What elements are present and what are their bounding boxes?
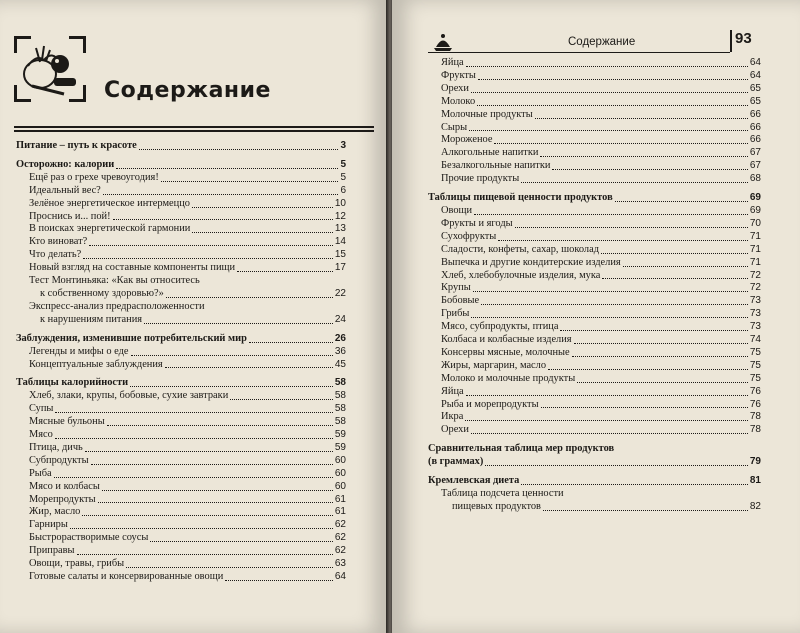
toc-entry bbox=[428, 373, 761, 386]
toc-entry-title: Прочие продукты bbox=[441, 173, 520, 185]
toc-entry-title: Выпечка и другие кондитерские изделия bbox=[441, 256, 621, 268]
toc-entry-title: Зелёное энергетическое интермеццо bbox=[29, 197, 190, 209]
right-toc bbox=[428, 57, 761, 514]
leader-dots bbox=[494, 143, 747, 144]
toc-page-number: 68 bbox=[749, 173, 761, 185]
leader-dots bbox=[102, 490, 333, 491]
toc-entry bbox=[16, 236, 346, 249]
toc-page-number: 76 bbox=[749, 385, 761, 397]
leader-dots bbox=[574, 343, 748, 344]
toc-entry bbox=[428, 70, 761, 83]
leader-dots bbox=[485, 465, 748, 466]
leader-dots bbox=[540, 156, 747, 157]
toc-page-number: 82 bbox=[749, 500, 761, 512]
toc-page-number: 60 bbox=[334, 480, 346, 492]
toc-entry-title: Бобовые bbox=[441, 295, 480, 307]
toc-page-number: 71 bbox=[749, 256, 761, 268]
toc-entry-title: Таблицы калорийности bbox=[16, 377, 129, 389]
toc-page-number: 73 bbox=[749, 295, 761, 307]
toc-page-number: 65 bbox=[749, 82, 761, 94]
leader-dots bbox=[131, 355, 333, 356]
running-head: Содержание bbox=[568, 36, 636, 48]
toc-entry-line: Экспресс-анализ предрасположенности bbox=[29, 300, 205, 312]
toc-page-number: 66 bbox=[749, 134, 761, 146]
toc-entry-title: Орехи bbox=[441, 424, 469, 436]
toc-entry bbox=[428, 134, 761, 147]
toc-page-number: 70 bbox=[749, 217, 761, 229]
toc-page-number: 36 bbox=[334, 345, 346, 357]
toc-entry-title: пищевых продуктов bbox=[452, 500, 541, 512]
toc-entry-title: Рыба и морепродукты bbox=[441, 398, 539, 410]
leader-dots bbox=[481, 304, 748, 305]
leader-dots bbox=[477, 105, 748, 106]
toc-page-number: 75 bbox=[749, 359, 761, 371]
toc-entry bbox=[428, 257, 761, 270]
toc-page-number: 64 bbox=[749, 69, 761, 81]
toc-page-number: 66 bbox=[749, 108, 761, 120]
toc-page-number: 58 bbox=[334, 377, 346, 389]
toc-entry-title: Быстрорастворимые соусы bbox=[29, 532, 149, 544]
leader-dots bbox=[89, 245, 333, 246]
toc-page-number: 5 bbox=[340, 171, 346, 183]
toc-entry bbox=[428, 399, 761, 412]
toc-entry-title: Мясо и колбасы bbox=[29, 480, 100, 492]
leader-dots bbox=[85, 451, 333, 452]
toc-page-number: 63 bbox=[334, 558, 346, 570]
toc-entry bbox=[428, 109, 761, 122]
toc-entry bbox=[16, 140, 346, 153]
toc-entry bbox=[16, 377, 346, 390]
food-illustration bbox=[14, 36, 86, 102]
toc-entry-title: Колбаса и колбасные изделия bbox=[441, 334, 572, 346]
toc-entry-title: Мясные бульоны bbox=[29, 416, 105, 428]
leader-dots bbox=[572, 356, 748, 357]
toc-entry-title: Икра bbox=[441, 411, 464, 423]
toc-entry bbox=[16, 159, 346, 172]
leader-dots bbox=[130, 386, 333, 387]
toc-page-number: 10 bbox=[334, 197, 346, 209]
leader-dots bbox=[166, 297, 333, 298]
toc-entry-title: Ещё раз о грехе чревоугодия! bbox=[29, 171, 159, 183]
toc-page-number: 75 bbox=[749, 372, 761, 384]
toc-page-number: 69 bbox=[749, 192, 761, 204]
toc-entry bbox=[16, 416, 346, 429]
toc-entry-title: В поисках энергетической гармонии bbox=[29, 223, 191, 235]
leader-dots bbox=[116, 168, 338, 169]
toc-entry-title: Идеальный вес? bbox=[29, 184, 101, 196]
toc-entry-title: Новый взгляд на составные компоненты пищи bbox=[29, 262, 236, 274]
toc-page-number: 72 bbox=[749, 269, 761, 281]
leader-dots bbox=[478, 79, 748, 80]
title-rule bbox=[14, 126, 374, 128]
toc-entry-title: Сухофрукты bbox=[441, 230, 497, 242]
toc-entry bbox=[16, 346, 346, 359]
dish-icon bbox=[432, 30, 454, 52]
leader-dots bbox=[543, 510, 748, 511]
toc-page-number: 76 bbox=[749, 398, 761, 410]
leader-dots bbox=[98, 502, 333, 503]
toc-entry bbox=[428, 160, 761, 173]
leader-dots bbox=[249, 342, 333, 343]
toc-page-number: 74 bbox=[749, 334, 761, 346]
toc-entry-title: Заблуждения, изменившие потребительский мир bbox=[16, 332, 247, 344]
toc-entry bbox=[16, 403, 346, 416]
toc-entry bbox=[428, 122, 761, 135]
toc-entry-line: Таблица подсчета ценности bbox=[441, 488, 564, 499]
leader-dots bbox=[473, 291, 748, 292]
toc-page-number: 65 bbox=[749, 95, 761, 107]
leader-dots bbox=[77, 554, 333, 555]
toc-entry-line: Сравнительная таблица мер продуктов bbox=[428, 443, 615, 455]
leader-dots bbox=[192, 207, 333, 208]
toc-entry bbox=[16, 288, 346, 301]
leader-dots bbox=[126, 567, 333, 568]
toc-entry bbox=[16, 223, 346, 236]
leader-dots bbox=[623, 266, 748, 267]
toc-page-number: 61 bbox=[334, 506, 346, 518]
toc-entry-title: Готовые салаты и консервированные овощи bbox=[29, 571, 224, 582]
toc-entry bbox=[16, 468, 346, 481]
leader-dots bbox=[577, 382, 748, 383]
toc-entry bbox=[16, 198, 346, 211]
toc-entry bbox=[428, 501, 761, 514]
toc-entry bbox=[16, 429, 346, 442]
page-title: Содержание bbox=[104, 78, 271, 103]
toc-page-number: 67 bbox=[749, 147, 761, 159]
toc-entry-title: Алкогольные напитки bbox=[441, 147, 539, 159]
toc-page-number: 81 bbox=[749, 475, 761, 487]
leader-dots bbox=[521, 182, 748, 183]
toc-entry bbox=[16, 262, 346, 275]
leader-dots bbox=[602, 278, 748, 279]
toc-entry bbox=[16, 333, 346, 346]
toc-entry bbox=[428, 295, 761, 308]
toc-entry bbox=[428, 321, 761, 334]
toc-entry bbox=[16, 390, 346, 403]
toc-entry-title: Мясо bbox=[29, 429, 53, 441]
toc-entry-title: Жир, масло bbox=[29, 506, 81, 518]
toc-page-number: 24 bbox=[334, 313, 346, 325]
toc-page-number: 79 bbox=[749, 456, 761, 468]
toc-entry bbox=[16, 172, 346, 185]
header-rule bbox=[428, 52, 730, 53]
toc-entry bbox=[428, 282, 761, 295]
toc-entry-title: Осторожно: калории bbox=[16, 158, 115, 170]
leader-dots bbox=[55, 412, 332, 413]
toc-entry-title: Кто виноват? bbox=[29, 236, 88, 248]
toc-entry-title: Фрукты и ягоды bbox=[441, 217, 513, 229]
leader-dots bbox=[541, 407, 748, 408]
toc-entry bbox=[16, 359, 346, 372]
leader-dots bbox=[70, 528, 333, 529]
toc-entry-title: Субпродукты bbox=[29, 454, 89, 466]
leader-dots bbox=[474, 214, 748, 215]
leader-dots bbox=[54, 477, 333, 478]
toc-entry bbox=[428, 270, 761, 283]
toc-entry bbox=[16, 571, 346, 584]
toc-entry-title: Яйца bbox=[441, 385, 464, 397]
toc-entry bbox=[428, 147, 761, 160]
toc-entry-title: Безалкогольные напитки bbox=[441, 160, 551, 172]
toc-entry bbox=[16, 455, 346, 468]
toc-page-number: 15 bbox=[334, 249, 346, 261]
leader-dots bbox=[615, 201, 748, 202]
toc-page-number: 75 bbox=[749, 346, 761, 358]
toc-entry bbox=[428, 244, 761, 257]
leader-dots bbox=[107, 425, 333, 426]
toc-page-number: 58 bbox=[334, 416, 346, 428]
leader-dots bbox=[552, 169, 747, 170]
toc-entry bbox=[16, 558, 346, 571]
left-toc bbox=[16, 140, 346, 584]
toc-entry bbox=[428, 456, 761, 469]
toc-entry-title: Молоко bbox=[441, 95, 476, 107]
toc-entry-title: Птица, дичь bbox=[29, 441, 83, 453]
toc-entry bbox=[16, 506, 346, 519]
toc-entry-title: Мороженое bbox=[441, 134, 493, 146]
leader-dots bbox=[113, 219, 333, 220]
leader-dots bbox=[469, 130, 748, 131]
leader-dots bbox=[161, 181, 339, 182]
toc-page-number: 6 bbox=[340, 184, 346, 196]
leader-dots bbox=[535, 118, 748, 119]
leader-dots bbox=[471, 92, 748, 93]
toc-page-number: 72 bbox=[749, 282, 761, 294]
toc-entry bbox=[16, 532, 346, 545]
toc-entry-title: Хлеб, злаки, крупы, бобовые, сухие завтраки bbox=[29, 390, 229, 402]
leader-dots bbox=[601, 253, 748, 254]
toc-page-number: 62 bbox=[334, 532, 346, 544]
toc-page-number: 78 bbox=[749, 424, 761, 436]
leader-dots bbox=[466, 395, 748, 396]
toc-page-number: 67 bbox=[749, 160, 761, 172]
leader-dots bbox=[471, 433, 748, 434]
toc-entry-title: Приправы bbox=[29, 545, 75, 557]
leader-dots bbox=[91, 464, 333, 465]
toc-entry-title: Фрукты bbox=[441, 69, 476, 81]
toc-entry-line: Тест Монтиньяка: «Как вы относитесь bbox=[29, 275, 200, 287]
toc-entry-title: Хлеб, хлебобулочные изделия, мука bbox=[441, 269, 601, 281]
page-number: 93 bbox=[735, 30, 752, 47]
toc-entry bbox=[428, 83, 761, 96]
toc-page-number: 59 bbox=[334, 429, 346, 441]
toc-page-number: 58 bbox=[334, 390, 346, 402]
toc-entry-title: Супы bbox=[29, 403, 54, 415]
toc-entry bbox=[428, 205, 761, 218]
toc-page-number: 64 bbox=[334, 571, 346, 582]
toc-entry bbox=[16, 519, 346, 532]
toc-page-number: 3 bbox=[340, 140, 346, 151]
leader-dots bbox=[548, 369, 748, 370]
toc-entry-title: Жиры, маргарин, масло bbox=[441, 359, 547, 371]
toc-entry-title: Кремлевская диета bbox=[428, 475, 520, 487]
toc-page-number: 14 bbox=[334, 236, 346, 248]
leader-dots bbox=[83, 258, 333, 259]
toc-entry-title: Яйца bbox=[441, 57, 464, 68]
toc-page-number: 71 bbox=[749, 230, 761, 242]
toc-entry-title: Грибы bbox=[441, 308, 470, 320]
toc-page-number: 62 bbox=[334, 545, 346, 557]
leader-dots bbox=[192, 232, 333, 233]
leader-dots bbox=[237, 271, 333, 272]
toc-entry bbox=[428, 308, 761, 321]
toc-page-number: 69 bbox=[749, 204, 761, 216]
toc-page-number: 22 bbox=[334, 287, 346, 299]
toc-entry-title: Консервы мясные, молочные bbox=[441, 346, 570, 358]
toc-page-number: 60 bbox=[334, 454, 346, 466]
leader-dots bbox=[515, 227, 748, 228]
toc-page-number: 12 bbox=[334, 210, 346, 222]
toc-page-number: 71 bbox=[749, 243, 761, 255]
toc-entry-title: Легенды и мифы о еде bbox=[29, 345, 129, 357]
toc-page-number: 62 bbox=[334, 519, 346, 531]
toc-entry-title: Молочные продукты bbox=[441, 108, 533, 120]
toc-entry-title: Таблицы пищевой ценности продуктов bbox=[428, 192, 613, 204]
toc-page-number: 45 bbox=[334, 358, 346, 370]
toc-entry bbox=[16, 545, 346, 558]
leader-dots bbox=[82, 515, 333, 516]
toc-entry-title: Сыры bbox=[441, 121, 468, 133]
toc-entry-title: Рыба bbox=[29, 467, 52, 479]
toc-page-number: 59 bbox=[334, 441, 346, 453]
toc-page-number: 17 bbox=[334, 262, 346, 274]
toc-entry bbox=[428, 231, 761, 244]
toc-entry-title: Морепродукты bbox=[29, 493, 96, 505]
toc-entry-title: Овощи bbox=[441, 204, 473, 216]
toc-entry-title: Крупы bbox=[441, 282, 471, 294]
toc-entry bbox=[428, 424, 761, 437]
toc-entry bbox=[428, 192, 761, 205]
toc-entry bbox=[428, 386, 761, 399]
toc-entry bbox=[16, 314, 346, 327]
toc-entry-title: Гарниры bbox=[29, 519, 68, 531]
toc-page-number: 26 bbox=[334, 332, 346, 344]
toc-page-number: 13 bbox=[334, 223, 346, 235]
toc-entry-title: Орехи bbox=[441, 82, 469, 94]
toc-entry bbox=[428, 475, 761, 488]
leader-dots bbox=[471, 317, 747, 318]
toc-page-number: 61 bbox=[334, 493, 346, 505]
leader-dots bbox=[103, 194, 339, 195]
toc-entry-title: Что делать? bbox=[29, 249, 82, 261]
toc-entry-title: Питание – путь к красоте bbox=[16, 140, 137, 151]
leader-dots bbox=[225, 580, 333, 581]
leader-dots bbox=[465, 420, 748, 421]
toc-entry bbox=[428, 218, 761, 231]
header-divider bbox=[730, 30, 732, 52]
leader-dots bbox=[521, 484, 748, 485]
toc-entry bbox=[428, 360, 761, 373]
toc-entry-title: Сладости, конфеты, сахар, шоколад bbox=[441, 243, 599, 255]
leader-dots bbox=[230, 399, 333, 400]
toc-page-number: 66 bbox=[749, 121, 761, 133]
toc-entry bbox=[428, 347, 761, 360]
toc-entry bbox=[428, 57, 761, 70]
toc-page-number: 64 bbox=[749, 57, 761, 68]
left-page bbox=[0, 0, 390, 633]
toc-entry bbox=[428, 96, 761, 109]
leader-dots bbox=[165, 367, 333, 368]
toc-page-number: 58 bbox=[334, 403, 346, 415]
leader-dots bbox=[466, 66, 748, 67]
leader-dots bbox=[55, 438, 333, 439]
toc-entry bbox=[16, 249, 346, 262]
leader-dots bbox=[139, 149, 339, 150]
leader-dots bbox=[560, 330, 747, 331]
toc-entry-title: Проснись и... пой! bbox=[29, 210, 111, 222]
leader-dots bbox=[144, 323, 333, 324]
toc-entry-title: к собственному здоровью?» bbox=[40, 287, 164, 299]
toc-entry-title: (в граммах) bbox=[428, 456, 484, 468]
toc-page-number: 5 bbox=[340, 158, 346, 170]
toc-entry bbox=[16, 494, 346, 507]
toc-entry-title: Концептуальные заблуждения bbox=[29, 358, 163, 370]
title-rule-2 bbox=[14, 130, 374, 132]
toc-page-number: 73 bbox=[749, 308, 761, 320]
toc-entry bbox=[428, 411, 761, 424]
toc-entry-title: к нарушениям питания bbox=[40, 313, 143, 325]
toc-entry-title: Мясо, субпродукты, птица bbox=[441, 321, 559, 333]
toc-entry-title: Молоко и молочные продукты bbox=[441, 372, 576, 384]
leader-dots bbox=[150, 541, 333, 542]
toc-entry-title: Овощи, травы, грибы bbox=[29, 558, 125, 570]
toc-page-number: 73 bbox=[749, 321, 761, 333]
toc-entry bbox=[428, 334, 761, 347]
toc-page-number: 78 bbox=[749, 411, 761, 423]
toc-entry bbox=[16, 211, 346, 224]
toc-entry bbox=[16, 185, 346, 198]
toc-entry bbox=[428, 173, 761, 186]
toc-entry bbox=[16, 442, 346, 455]
leader-dots bbox=[498, 240, 748, 241]
toc-page-number: 60 bbox=[334, 467, 346, 479]
toc-entry bbox=[16, 481, 346, 494]
